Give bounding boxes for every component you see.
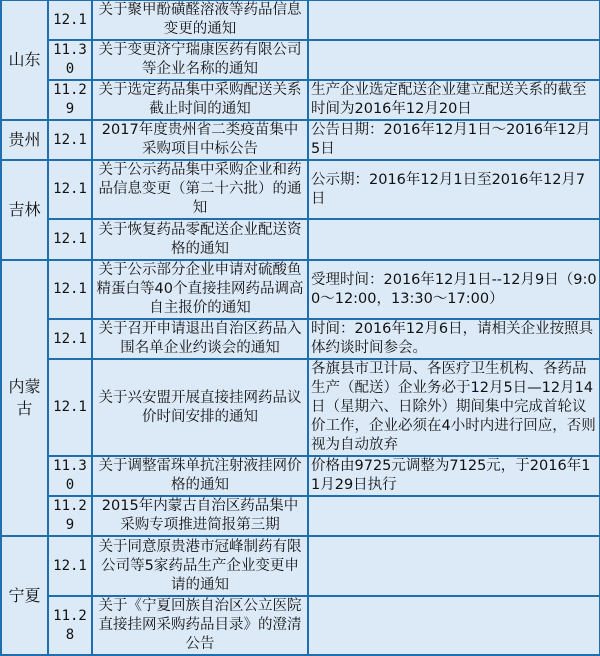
title-cell: 2017年度贵州省二类疫苗集中采购项目中标公告 xyxy=(92,120,308,160)
date-cell: 12.1 xyxy=(48,536,92,596)
date-cell: 11.29 xyxy=(48,496,92,536)
note-cell: 价格由9725元调整为7125元，于2016年11月29日执行 xyxy=(308,456,600,496)
date-cell: 12.1 xyxy=(48,260,92,319)
title-cell: 关于调整雷珠单抗注射液挂网价格的通知 xyxy=(92,456,308,496)
table-row xyxy=(1,40,600,80)
province-cell: 内蒙古 xyxy=(1,260,48,536)
note-cell: 公告日期：2016年12月1日～2016年12月5日 xyxy=(308,120,600,160)
note-cell: 时间：2016年12月6日，请相关企业按照具体约谈时间参会。 xyxy=(308,319,600,359)
table-row xyxy=(1,260,600,319)
note-cell xyxy=(308,0,600,40)
note-cell: 受理时间：2016年12月1日--12月9日（9:00～12:00，13:30～17:00） xyxy=(308,260,600,319)
note-cell: 生产企业选定配送企业建立配送关系的截至时间为2016年12月20日 xyxy=(308,80,600,120)
note-cell xyxy=(308,596,600,655)
province-cell: 山东 xyxy=(1,0,48,120)
table-row xyxy=(1,80,600,120)
date-cell: 11.28 xyxy=(48,596,92,655)
note-cell xyxy=(308,219,600,260)
table-row xyxy=(1,456,600,496)
note-cell xyxy=(308,536,600,596)
date-cell: 12.1 xyxy=(48,219,92,260)
date-cell: 12.1 xyxy=(48,359,92,456)
title-cell: 关于公示部分企业申请对硫酸鱼精蛋白等40个直接挂网药品调高自主报价的通知 xyxy=(92,260,308,319)
table-row xyxy=(1,160,600,219)
note-cell xyxy=(308,40,600,80)
date-cell: 12.1 xyxy=(48,319,92,359)
date-cell: 12.1 xyxy=(48,120,92,160)
title-cell: 关于同意原贵港市冠峰制药有限公司等5家药品生产企业变更申请的通知 xyxy=(92,536,308,596)
title-cell: 关于变更济宁瑞康医药有限公司等企业名称的通知 xyxy=(92,40,308,80)
date-cell: 12.1 xyxy=(48,160,92,219)
table-row xyxy=(1,319,600,359)
title-cell: 关于召开申请退出自治区药品入围名单企业约谈会的通知 xyxy=(92,319,308,359)
province-cell: 贵州 xyxy=(1,120,48,160)
province-cell: 宁夏 xyxy=(1,536,48,655)
note-cell: 各旗县市卫计局、各医疗卫生机构、各药品生产（配送）企业务必于12月5日—12月14日（星期六、日除外）期间集中完成首轮议价工作，企业必须在4小时内进行回应，否则视为自动放弃 xyxy=(308,359,600,456)
date-cell: 11.29 xyxy=(48,80,92,120)
title-cell: 关于聚甲酚磺醛溶液等药品信息变更的通知 xyxy=(92,0,308,40)
table-row xyxy=(1,496,600,536)
province-cell: 吉林 xyxy=(1,160,48,260)
table-row xyxy=(1,219,600,260)
date-cell: 11.30 xyxy=(48,456,92,496)
note-cell: 公示期：2016年12月1日至2016年12月7日 xyxy=(308,160,600,219)
date-cell: 11.30 xyxy=(48,40,92,80)
title-cell: 关于兴安盟开展直接挂网药品议价时间安排的通知 xyxy=(92,359,308,456)
title-cell: 关于恢复药品零配送企业配送资格的通知 xyxy=(92,219,308,260)
table-row xyxy=(1,359,600,456)
table-row xyxy=(1,596,600,655)
note-cell xyxy=(308,496,600,536)
date-cell: 12.1 xyxy=(48,0,92,40)
table-row xyxy=(1,0,600,40)
title-cell: 2015年内蒙古自治区药品集中采购专项推进简报第三期 xyxy=(92,496,308,536)
table-row xyxy=(1,536,600,596)
title-cell: 关于公示药品集中采购企业和药品信息变更（第二十六批）的通知 xyxy=(92,160,308,219)
table-row xyxy=(1,120,600,160)
title-cell: 关于选定药品集中采购配送关系截止时间的通知 xyxy=(92,80,308,120)
title-cell: 关于《宁夏回族自治区公立医院直接挂网采购药品目录》的澄清公告 xyxy=(92,596,308,655)
